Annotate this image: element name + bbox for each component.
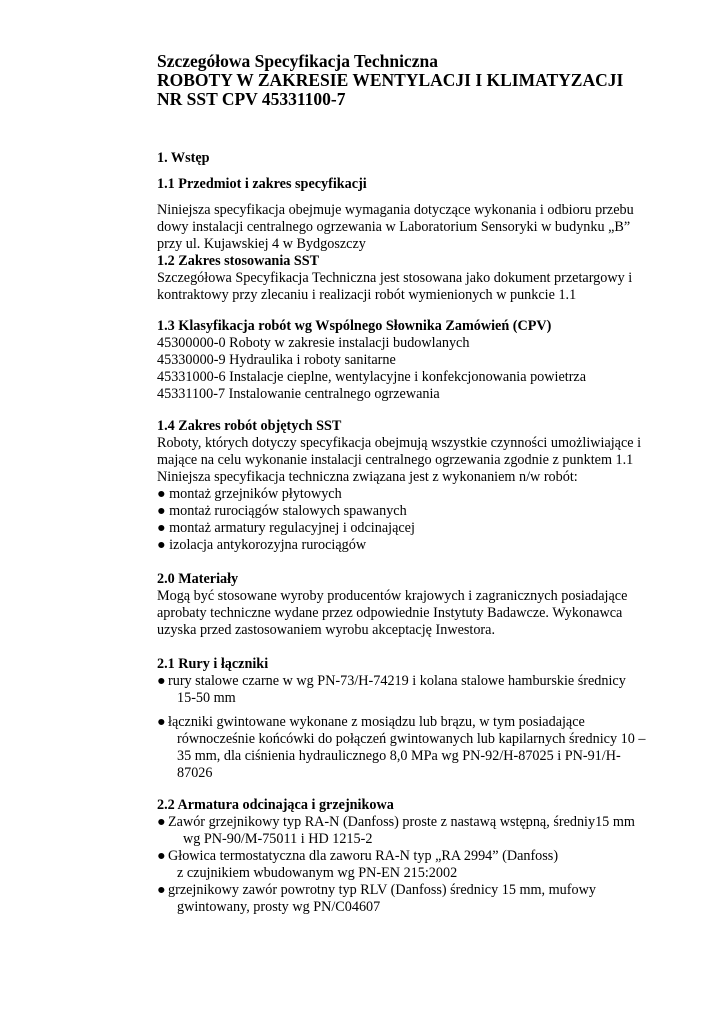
list-item-line: Zawór grzejnikowy typ RA-N (Danfoss) proste z nastawą wstępną, średniy15 mm <box>168 814 635 830</box>
bullet-icon: ● <box>157 814 166 830</box>
list-item <box>157 814 667 848</box>
list-item-line: Głowica termostatyczna dla zaworu RA-N typ „RA 2994” (Danfoss) <box>168 848 559 864</box>
list-item-line: łączniki gwintowane wykonane z mosiądzu lub brązu, w tym posiadające <box>168 714 585 730</box>
list-item <box>157 673 667 707</box>
list-item: ● izolacja antykorozyjna rurociągów <box>157 537 367 553</box>
section-2-2 <box>157 797 667 916</box>
paragraph-line: Niniejsza specyfikacja obejmuje wymagania dotyczące wykonania i odbioru przebu <box>157 202 634 218</box>
list-item <box>157 848 667 882</box>
list-item <box>157 882 667 916</box>
title-line: NR SST CPV 45331100-7 <box>157 89 346 109</box>
list-item-text <box>168 882 596 916</box>
list-item-line: grzejnikowy zawór powrotny typ RLV (Danfoss) średnicy 15 mm, mufowy <box>168 882 596 898</box>
section-1 <box>157 150 667 167</box>
section-heading: 1.3 Klasyfikacja robót wg Wspólnego Słownika Zamówień (CPV) <box>157 318 552 334</box>
bullet-icon: ● <box>157 673 166 689</box>
section-1-1-body <box>157 202 667 304</box>
paragraph-line: przy ul. Kujawskiej 4 w Bydgoszczy <box>157 236 366 252</box>
bullet-icon: ● <box>157 848 166 864</box>
paragraph-line: dowy instalacji centralnego ogrzewania w Laboratorium Sensoryki w budynku „B” <box>157 219 631 235</box>
cpv-line: 45300000-0 Roboty w zakresie instalacji budowlanych <box>157 335 470 351</box>
section-1-3 <box>157 318 667 403</box>
section-1-4 <box>157 418 667 554</box>
cpv-line: 45330000-9 Hydraulika i roboty sanitarne <box>157 352 396 368</box>
cpv-line: 45331000-6 Instalacje cieplne, wentylacyjne i konfekcjonowania powietrza <box>157 369 587 385</box>
section-heading: 1.4 Zakres robót objętych SST <box>157 418 342 434</box>
section-heading: 1.2 Zakres stosowania SST <box>157 253 320 269</box>
section-1-1 <box>157 176 667 193</box>
paragraph-line: kontraktowy przy zlecaniu i realizacji robót wymienionych w punkcie 1.1 <box>157 287 577 303</box>
list-item-line: rury stalowe czarne w wg PN-73/H-74219 i kolana stalowe hamburskie średnicy <box>168 673 626 689</box>
list-item-line: 15-50 mm <box>177 690 236 706</box>
section-2-1 <box>157 656 667 707</box>
section-heading: 1. Wstęp <box>157 150 210 166</box>
bullet-icon: ● <box>157 882 166 898</box>
list-item-line: 87026 <box>177 765 213 781</box>
list-item <box>157 714 667 782</box>
list-item-line: z czujnikiem wbudowanym wg PN-EN 215:2002 <box>177 865 458 881</box>
section-heading: 2.1 Rury i łączniki <box>157 656 269 672</box>
list-item-line: gwintowany, prosty wg PN/C04607 <box>177 899 381 915</box>
paragraph-line: mające na celu wykonanie instalacji centralnego ogrzewania zgodnie z punktem 1.1 <box>157 452 634 468</box>
section-heading: 2.0 Materiały <box>157 571 239 587</box>
list-item-text <box>168 814 635 848</box>
section-2-0 <box>157 571 667 639</box>
list-item-line: wg PN-90/M-75011 i HD 1215-2 <box>183 831 373 847</box>
section-heading: 1.1 Przedmiot i zakres specyfikacji <box>157 176 367 192</box>
list-item: ● montaż grzejników płytowych <box>157 486 342 502</box>
list-item: ● montaż armatury regulacyjnej i odcinającej <box>157 520 415 536</box>
list-item-line: 35 mm, dla ciśnienia hydraulicznego 8,0 MPa wg PN-92/H-87025 i PN-91/H- <box>177 748 621 764</box>
section-2-1-item2 <box>157 714 667 782</box>
list-item-text <box>168 714 645 782</box>
list-item: ● montaż rurociągów stalowych spawanych <box>157 503 407 519</box>
title-line: ROBOTY W ZAKRESIE WENTYLACJI I KLIMATYZACJI <box>157 70 624 90</box>
bullet-icon: ● <box>157 714 166 730</box>
title-line: Szczegółowa Specyfikacja Techniczna <box>157 51 438 71</box>
paragraph-line: aprobaty techniczne wydane przez odpowiednie Instytuty Badawcze. Wykonawca <box>157 605 623 621</box>
paragraph-line: Niniejsza specyfikacja techniczna związana jest z wykonaniem n/w robót: <box>157 469 578 485</box>
list-item-line: równocześnie końcówki do połączeń gwintowanych lub kapilarnych średnicy 10 – <box>177 731 646 747</box>
list-item-text <box>168 848 558 882</box>
document-title <box>157 52 623 109</box>
cpv-line: 45331100-7 Instalowanie centralnego ogrzewania <box>157 386 440 402</box>
paragraph-line: Szczegółowa Specyfikacja Techniczna jest stosowana jako dokument przetargowy i <box>157 270 633 286</box>
paragraph-line: Mogą być stosowane wyroby producentów krajowych i zagranicznych posiadające <box>157 588 628 604</box>
paragraph-line: Roboty, których dotyczy specyfikacja obejmują wszystkie czynności umożliwiające i <box>157 435 642 451</box>
list-item-text <box>168 673 626 707</box>
section-heading: 2.2 Armatura odcinająca i grzejnikowa <box>157 797 394 813</box>
paragraph-line: uzyska przed zastosowaniem wyrobu akceptację Inwestora. <box>157 622 495 638</box>
